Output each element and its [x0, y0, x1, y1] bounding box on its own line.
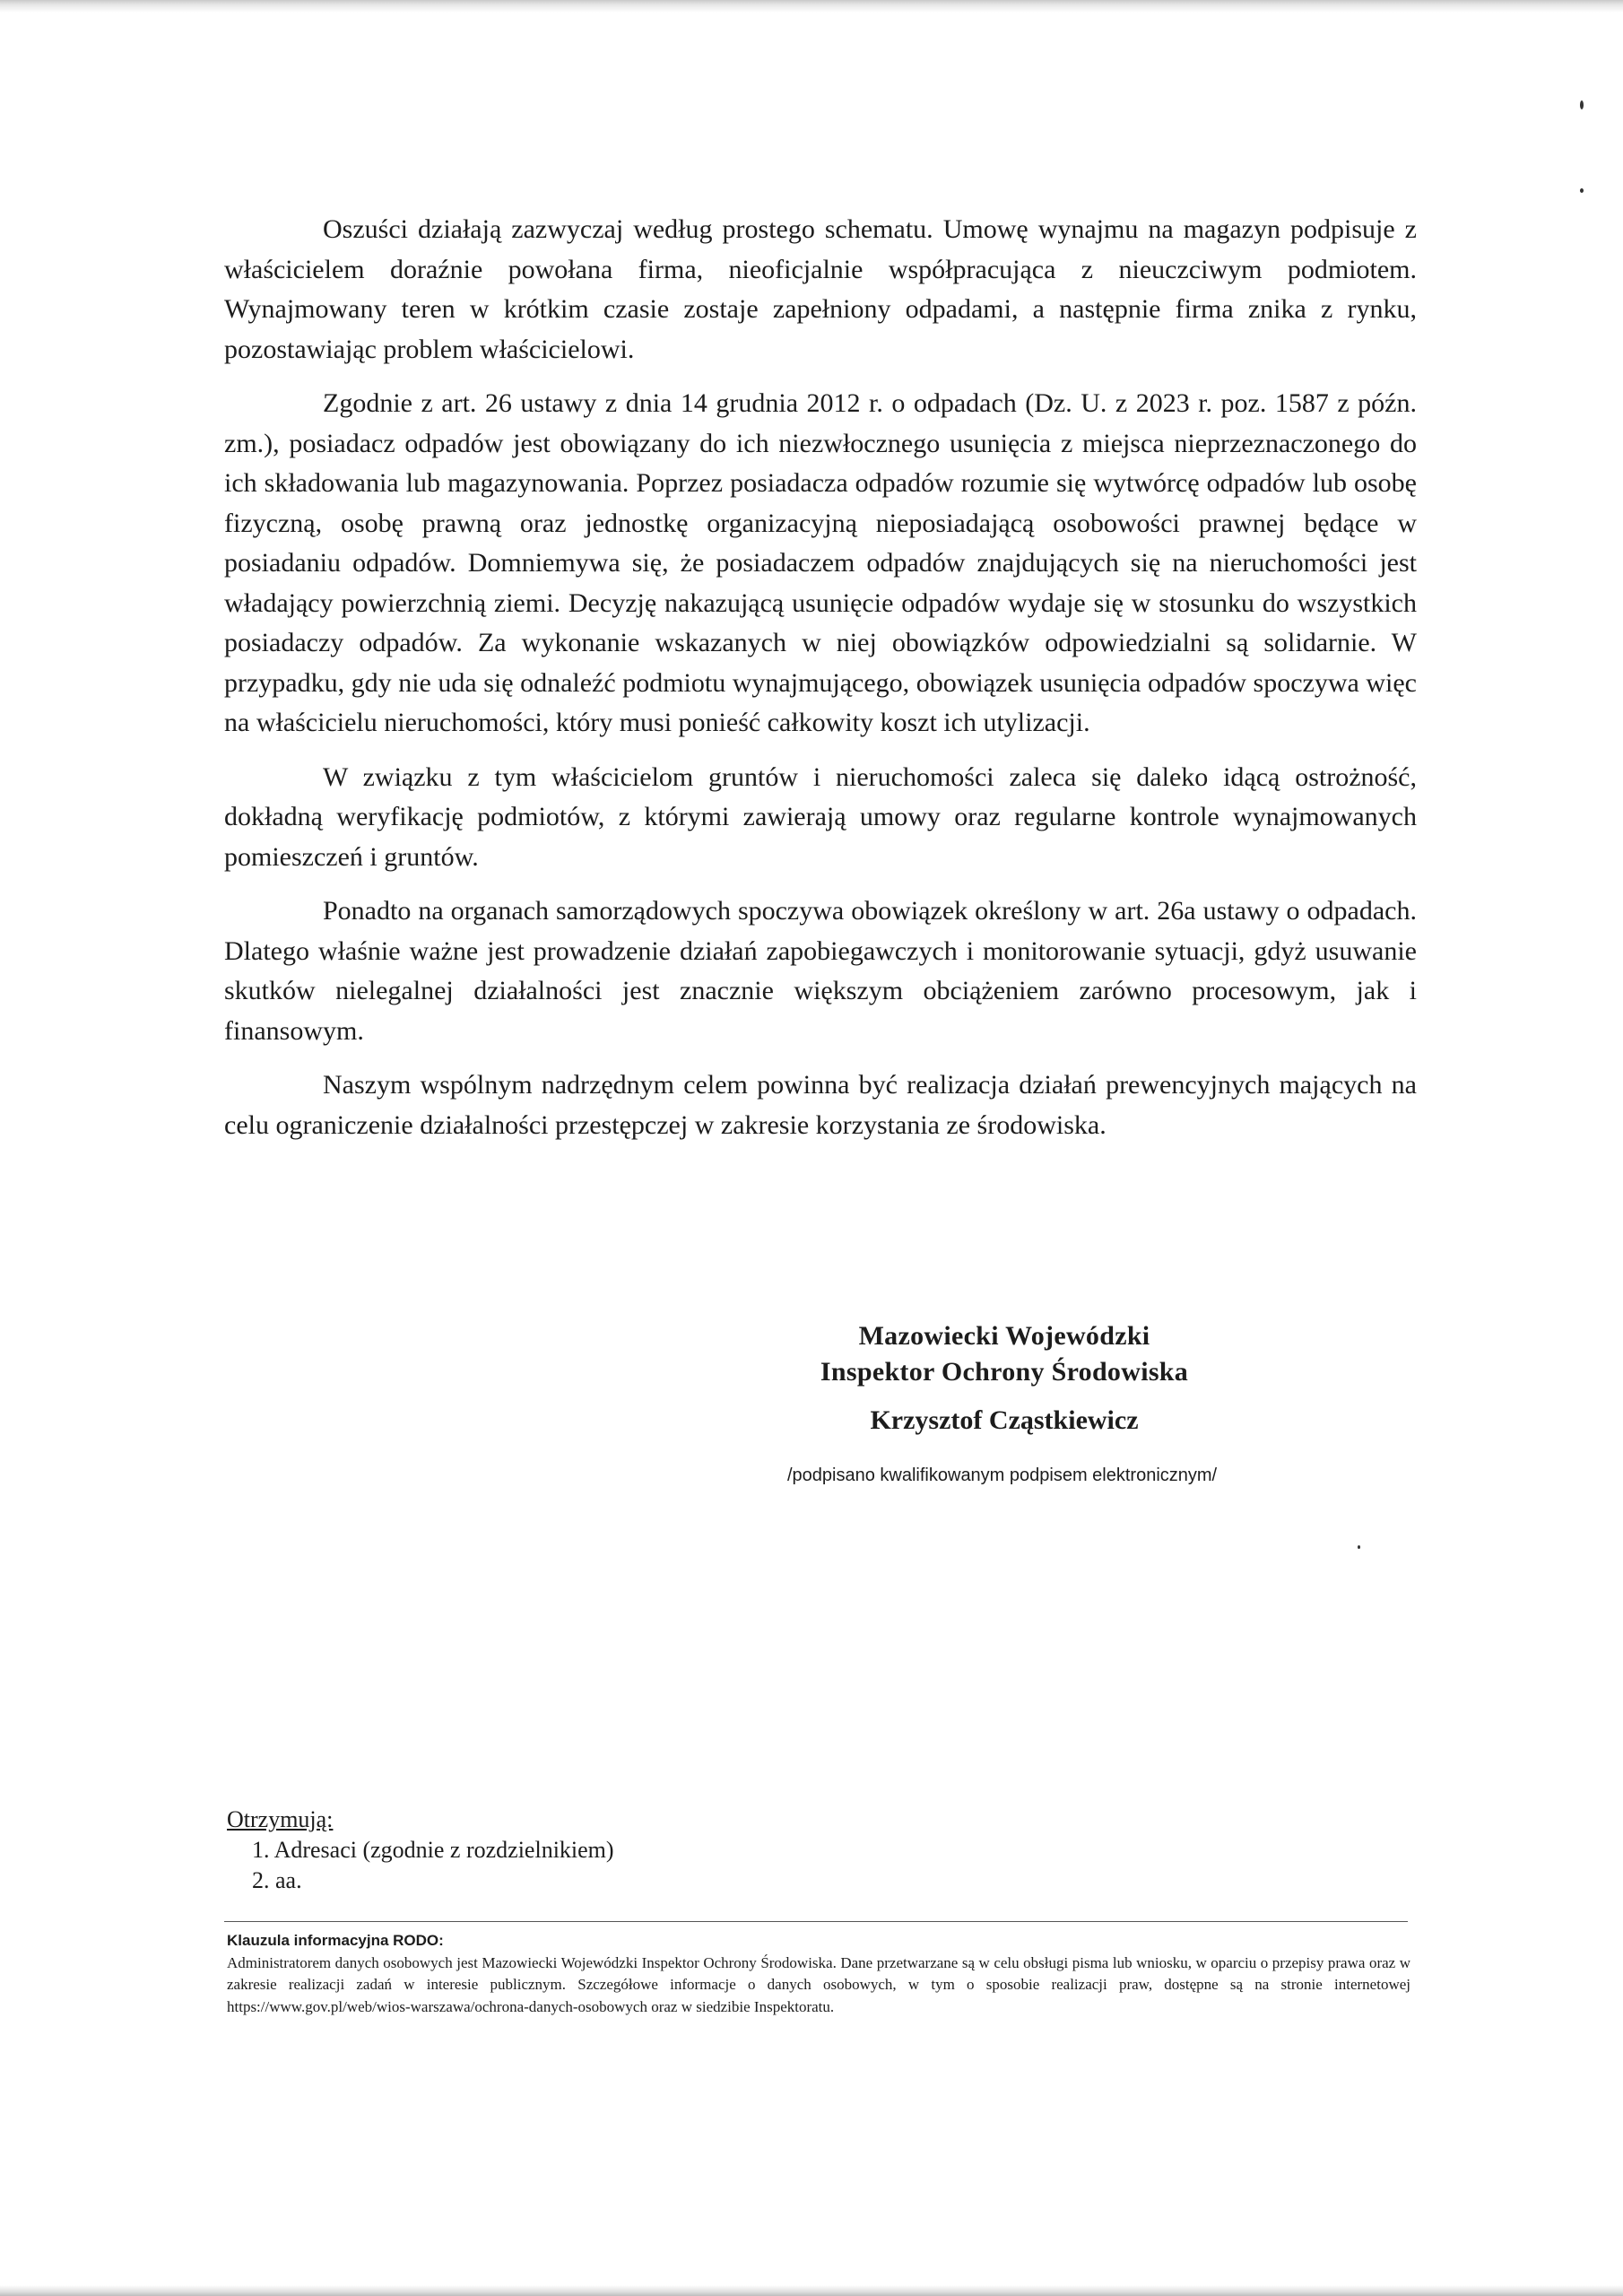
paragraph: Naszym wspólnym nadrzędnym celem powinna być realizacja działań prewencyjnych mających na celu ograniczenie działalności przestępczej w zakresie korzystania ze środowiska. — [224, 1070, 1417, 1140]
paragraph: W związku z tym właścicielom gruntów i nieruchomości zaleca się daleko idącą ostrożność, dokładną weryfikację podmiotów, z którymi zawierają umowy oraz regularne kontrole wynajmowanych pomieszczeń i gruntów. — [224, 761, 1417, 872]
recipients-list — [227, 1835, 614, 1896]
rodo-text: Administratorem danych osobowych jest Mazowiecki Wojewódzki Inspektor Ochrony Środowiska. Dane przetwarzane są w celu obsługi pisma lub wniosku, w oparciu o przepisy prawa oraz w zakresie realizacji zadań w interesie publicznym. Szczegółowe informacje o danych osobowych, w tym o sposobie realizacji praw, dostępne są na stronie internetowej https://www.gov.pl/web/wios-warszawa/ochrona-danych-osobowych oraz w siedzibie Inspektoratu. — [227, 1953, 1410, 2015]
scan-speck — [1358, 1545, 1360, 1549]
divider — [224, 1921, 1408, 1922]
rodo-clause — [227, 1930, 1410, 2018]
list-item: 2. aa. — [252, 1867, 302, 1893]
rodo-title: Klauzula informacyjna RODO: — [227, 1932, 444, 1949]
signature-block — [771, 1318, 1237, 1439]
scan-speck — [1580, 188, 1584, 193]
scan-edge-bottom — [0, 2285, 1623, 2296]
list-item: 1. Adresaci (zgodnie z rozdzielnikiem) — [252, 1837, 614, 1863]
signatory-name: Krzysztof Cząstkiewicz — [870, 1405, 1139, 1435]
signature-title-line2: Inspektor Ochrony Środowiska — [820, 1357, 1189, 1387]
paragraph: Ponadto na organach samorządowych spoczywa obowiązek określony w art. 26a ustawy o odpadach. Dlatego właśnie ważne jest prowadzenie działań zapobiegawczych i monitorowanie sytuacji, gdyż usuwanie skutków nielegalnej działalności jest znacznie większym obciążeniem zarówno procesowym, jak i finansowym. — [224, 896, 1417, 1046]
scan-speck — [1580, 100, 1584, 109]
electronic-signature-note: /podpisano kwalifikowanym podpisem elektronicznym/ — [787, 1465, 1218, 1485]
recipients-section — [227, 1805, 614, 1896]
paragraph: Oszuści działają zazwyczaj według prostego schematu. Umowę wynajmu na magazyn podpisuje z właścicielem doraźnie powołana firma, nieoficjalnie współpracująca z nieuczciwym podmiotem. Wynajmowany teren w krótkim czasie zostaje zapełniony odpadami, a następnie firma znika z rynku, pozostawiając problem właścicielowi. — [224, 214, 1417, 364]
paragraph: Zgodnie z art. 26 ustawy z dnia 14 grudnia 2012 r. o odpadach (Dz. U. z 2023 r. poz. 1587 z późn. zm.), posiadacz odpadów jest obowiązany do ich niezwłocznego usunięcia z miejsca nieprzeznaczonego do ich składowania lub magazynowania. Poprzez posiadacza odpadów rozumie się wytwórcę odpadów lub osobę fizyczną, osobę prawną oraz jednostkę organizacyjną nieposiadającą osobowości prawnej będące w posiadaniu odpadów. Domniemywa się, że posiadaczem odpadów znajdujących się na nieruchomości jest władający powierzchnią ziemi. Decyzję nakazującą usunięcie odpadów wydaje się w stosunku do wszystkich posiadaczy odpadów. Za wykonanie wskazanych w niej obowiązków odpowiedzialni są solidarnie. W przypadku, gdy nie uda się odnaleźć podmiotu wynajmującego, obowiązek usunięcia odpadów spoczywa więc na właścicielu nieruchomości, który musi ponieść całkowity koszt ich utylizacji. — [224, 388, 1417, 737]
recipients-label: Otrzymują: — [227, 1806, 334, 1832]
signature-title-line1: Mazowiecki Wojewódzki — [858, 1321, 1150, 1351]
scan-edge-top — [0, 0, 1623, 13]
letter-body — [224, 210, 1417, 1160]
